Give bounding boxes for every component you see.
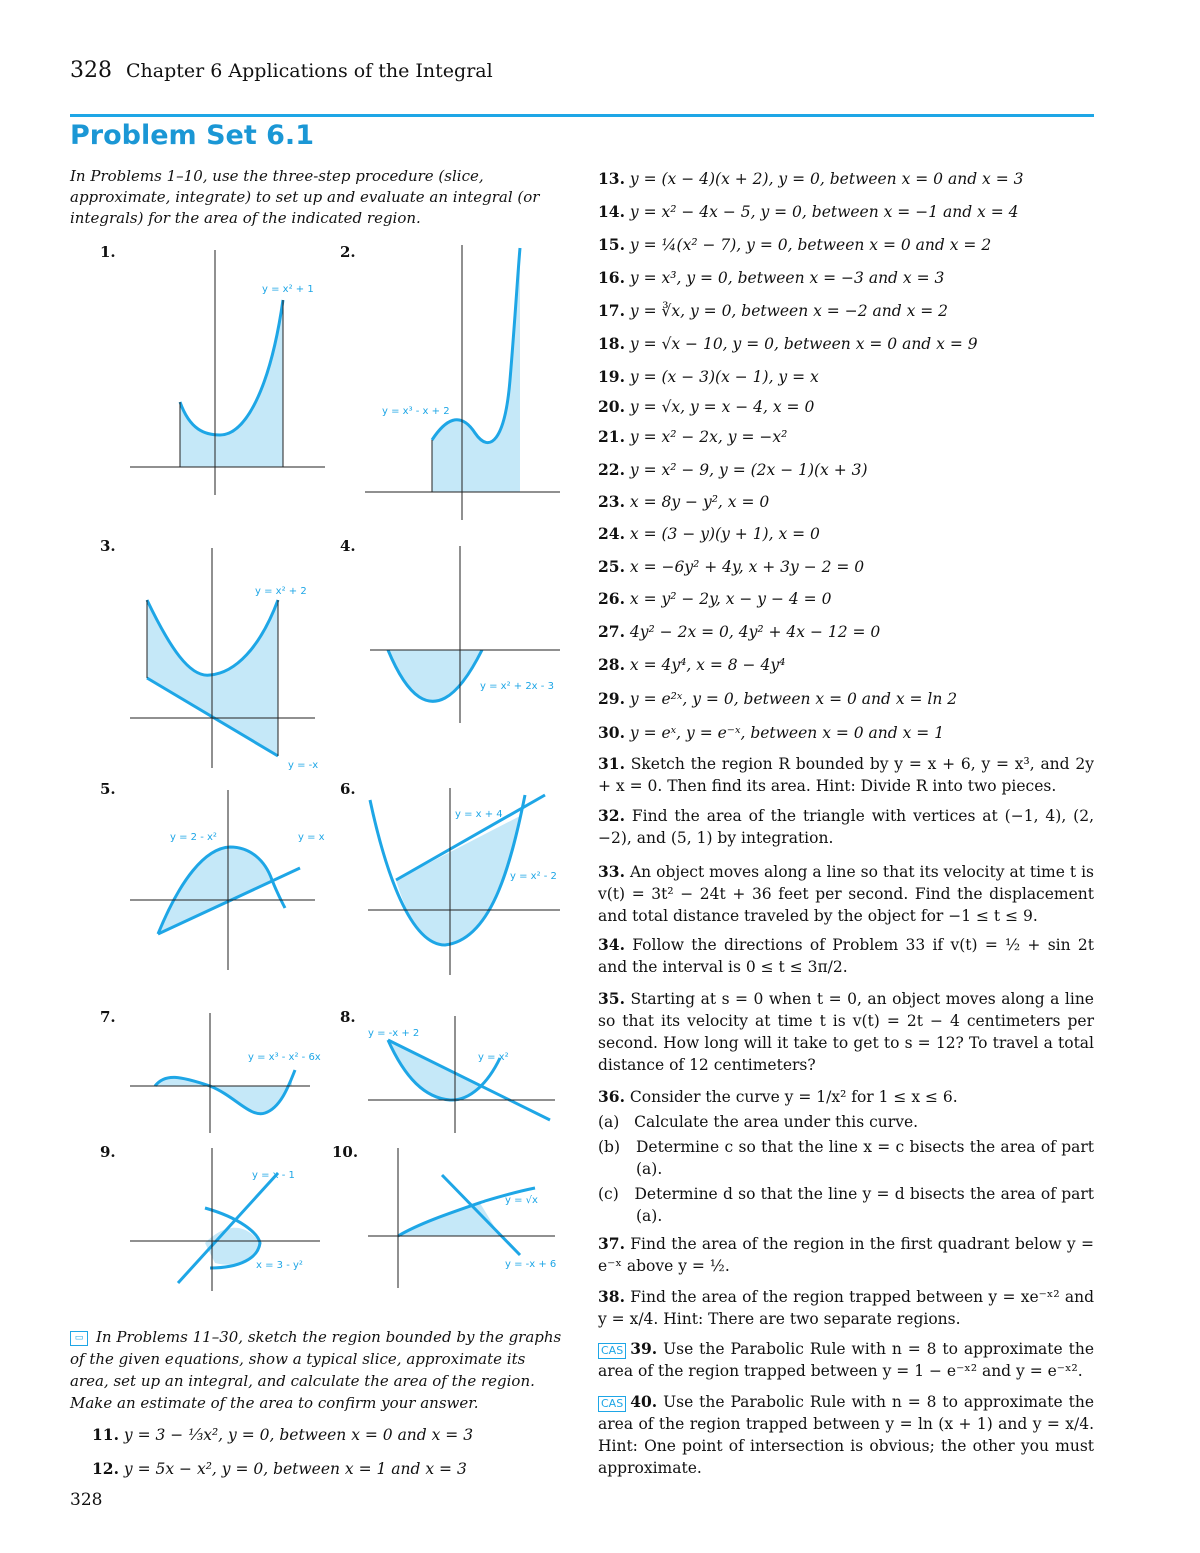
problem-17: [598, 300, 1094, 322]
sub-label: (b): [598, 1138, 621, 1156]
intro-text: In Problems 1–10, use the three-step procedure (slice, approximate, integrate) to set up and evaluate an integral (or integrals) for the area of the indicated region.: [70, 167, 540, 227]
figure-5: [120, 780, 330, 980]
problem-36c: [598, 1183, 1094, 1227]
problem-36a: [598, 1111, 1094, 1133]
problem-text: Consider the curve y = 1/x² for 1 ≤ x ≤ 6.: [629, 1088, 958, 1106]
problem-number: 35.: [598, 989, 625, 1008]
problem-text: Starting at s = 0 when t = 0, an object moves along a line so that its velocity at time t is v(t) = 2t − 4 centimeters per second. How long will it take to get to s = 12? To travel a total distance of 12 centimeters?: [598, 990, 1094, 1074]
figure-number: 2.: [340, 243, 356, 261]
problem-number: 13.: [598, 169, 625, 188]
figure-number: 9.: [100, 1143, 116, 1161]
problem-text: y = (x − 3)(x − 1), y = x: [629, 368, 819, 386]
figure-5-label-2: y = x: [298, 832, 325, 843]
problem-31: [598, 753, 1094, 797]
problem-21: [598, 426, 1094, 448]
section-title: Problem Set 6.1: [70, 120, 314, 151]
problem-13: [598, 168, 1094, 190]
header-chapter: Chapter 6 Applications of the Integral: [126, 60, 493, 82]
figure-7-label: y = x³ - x² - 6x: [248, 1052, 321, 1063]
figure-6-label-2: y = x² - 2: [510, 871, 557, 882]
problem-number: 36.: [598, 1087, 625, 1106]
problem-37: [598, 1233, 1094, 1277]
figure-number: 7.: [100, 1008, 116, 1026]
problem-15: [598, 234, 1094, 256]
problem-number: 12.: [92, 1459, 119, 1478]
problem-34: [598, 934, 1094, 978]
figure-9-label-1: y = x - 1: [252, 1170, 295, 1181]
computer-icon: ▭: [70, 1331, 88, 1346]
figure-number: 1.: [100, 243, 116, 261]
problem-number: 18.: [598, 334, 625, 353]
problem-text: Use the Parabolic Rule with n = 8 to approximate the area of the region trapped between y = ln (x + 1) and y = x/4. Hint: One point of intersection is obvious; the other you must approximate.: [598, 1393, 1094, 1477]
problem-35: [598, 988, 1094, 1076]
figure-9: [120, 1143, 330, 1293]
figure-10-label-2: y = -x + 6: [505, 1259, 557, 1270]
problem-30: [598, 722, 1094, 744]
figure-number: 10.: [332, 1143, 359, 1161]
footer-page-number: 328: [70, 1490, 103, 1510]
header-rule: [70, 114, 1094, 117]
problem-text: y = ¼(x² − 7), y = 0, between x = 0 and x = 2: [629, 236, 992, 254]
problem-16: [598, 267, 1094, 289]
problem-text: y = ∛x, y = 0, between x = −2 and x = 2: [629, 302, 949, 320]
problem-number: 11.: [92, 1425, 119, 1444]
problem-text: Use the Parabolic Rule with n = 8 to approximate the area of the region trapped between y = 1 − e⁻ˣ² and y = e⁻ˣ².: [598, 1340, 1094, 1380]
figure-1: [120, 240, 330, 500]
sub-label: (a): [598, 1113, 620, 1131]
problem-18: [598, 333, 1094, 355]
problem-25: [598, 556, 1094, 578]
problem-number: 14.: [598, 202, 625, 221]
problem-number: 28.: [598, 655, 625, 674]
problem-33: [598, 861, 1094, 927]
figure-3-label-1: y = x² + 2: [255, 586, 307, 597]
figure-10-label-1: y = √x: [505, 1195, 538, 1206]
problem-29: [598, 688, 1094, 710]
problem-text: x = 4y⁴, x = 8 − 4y⁴: [629, 656, 786, 674]
problem-number: 37.: [598, 1234, 625, 1253]
intro-2-text: In Problems 11–30, sketch the region bounded by the graphs of the given equations, show a typical slice, approximate its area, set up an integral, and calculate the area of the region. Make an estimate of the area to confirm your answer.: [70, 1328, 562, 1412]
problem-text: x = 8y − y², x = 0: [629, 493, 770, 511]
problem-text: y = x³, y = 0, between x = −3 and x = 3: [629, 269, 945, 287]
problem-text: Find the area of the region trapped between y = xe⁻ˣ² and y = x/4. Hint: There are two separate regions.: [598, 1288, 1094, 1328]
problem-number: 21.: [598, 427, 625, 446]
problem-text: y = x² − 2x, y = −x²: [629, 428, 788, 446]
problem-number: 30.: [598, 723, 625, 742]
problem-36: [598, 1086, 1094, 1108]
figure-4-label: y = x² + 2x - 3: [480, 681, 554, 692]
problem-number: 32.: [598, 806, 625, 825]
problem-32: [598, 805, 1094, 849]
problem-number: 31.: [598, 754, 625, 773]
problem-number: 20.: [598, 397, 625, 416]
problem-text: y = eˣ, y = e⁻ˣ, between x = 0 and x = 1: [629, 724, 945, 742]
figure-number: 6.: [340, 780, 356, 798]
figure-1-label: y = x² + 1: [262, 284, 314, 295]
problem-number: 38.: [598, 1287, 625, 1306]
figure-number: 5.: [100, 780, 116, 798]
problem-27: [598, 621, 1094, 643]
sub-label: (c): [598, 1185, 619, 1203]
problem-number: 33.: [598, 862, 625, 881]
figure-3: [120, 538, 330, 778]
problem-text: y = (x − 4)(x + 2), y = 0, between x = 0 and x = 3: [629, 170, 1024, 188]
problem-text: Find the area of the triangle with vertices at (−1, 4), (2, −2), and (5, 1) by integration.: [598, 807, 1094, 847]
figure-number: 4.: [340, 537, 356, 555]
problem-text: 4y² − 2x = 0, 4y² + 4x − 12 = 0: [629, 623, 881, 641]
problem-number: 15.: [598, 235, 625, 254]
sub-text: Determine d so that the line y = d bisects the area of part (a).: [634, 1185, 1094, 1225]
problem-text: y = x² − 9, y = (2x − 1)(x + 3): [629, 461, 868, 479]
problem-14: [598, 201, 1094, 223]
sub-text: Determine c so that the line x = c bisects the area of part (a).: [635, 1138, 1094, 1178]
figure-8-label-1: y = -x + 2: [368, 1028, 420, 1039]
running-header: [70, 58, 493, 83]
problem-38: [598, 1286, 1094, 1330]
problem-text: y = 5x − x², y = 0, between x = 1 and x = 3: [123, 1460, 467, 1478]
figure-8-label-2: y = x²: [478, 1052, 509, 1063]
problem-number: 27.: [598, 622, 625, 641]
problem-40: [598, 1391, 1094, 1479]
cas-icon: CAS: [598, 1396, 626, 1412]
intro-text-2: [70, 1326, 566, 1414]
problem-39: [598, 1338, 1094, 1382]
cas-icon: CAS: [598, 1343, 626, 1359]
figure-4: [360, 538, 570, 738]
problem-text: y = x² − 4x − 5, y = 0, between x = −1 and x = 4: [629, 203, 1019, 221]
problem-text: y = e²ˣ, y = 0, between x = 0 and x = ln 2: [629, 690, 958, 708]
figure-10: [360, 1143, 570, 1293]
sub-text: Calculate the area under this curve.: [634, 1113, 919, 1131]
problem-text: x = y² − 2y, x − y − 4 = 0: [629, 590, 832, 608]
figure-number: 3.: [100, 537, 116, 555]
figure-number: 8.: [340, 1008, 356, 1026]
problem-text: An object moves along a line so that its velocity at time t is v(t) = 3t² − 24t + 36 feet per second. Find the displacement and total distance traveled by the object for −1 ≤ t ≤ 9.: [598, 863, 1094, 925]
problem-text: y = √x, y = x − 4, x = 0: [629, 398, 815, 416]
problem-text: Follow the directions of Problem 33 if v(t) = ½ + sin 2t and the interval is 0 ≤ t ≤ 3π/2.: [598, 936, 1094, 976]
problem-text: Find the area of the region in the first quadrant below y = e⁻ˣ above y = ½.: [598, 1235, 1094, 1275]
problem-text: Sketch the region R bounded by y = x + 6, y = x³, and 2y + x = 0. Then find its area. Hint: Divide R into two pieces.: [598, 755, 1094, 795]
problem-text: y = √x − 10, y = 0, between x = 0 and x = 9: [629, 335, 978, 353]
problem-19: [598, 366, 1094, 388]
problem-number: 26.: [598, 589, 625, 608]
header-page-number: 328: [70, 58, 112, 83]
problem-number: 19.: [598, 367, 625, 386]
figure-8: [360, 1008, 570, 1138]
problem-24: [598, 523, 1094, 545]
figure-5-label-1: y = 2 - x²: [170, 832, 217, 843]
problem-number: 29.: [598, 689, 625, 708]
problem-number: 24.: [598, 524, 625, 543]
problem-number: 34.: [598, 935, 625, 954]
problem-22: [598, 459, 1094, 481]
problem-26: [598, 588, 1094, 610]
figure-2-label: y = x³ - x + 2: [382, 406, 450, 417]
problem-12: [92, 1459, 572, 1478]
figure-9-label-2: x = 3 - y²: [256, 1260, 303, 1271]
problem-number: 40.: [630, 1392, 658, 1411]
problem-number: 25.: [598, 557, 625, 576]
problem-text: x = −6y² + 4y, x + 3y − 2 = 0: [629, 558, 865, 576]
problem-number: 17.: [598, 301, 625, 320]
figure-6: [360, 780, 570, 980]
problem-number: 16.: [598, 268, 625, 287]
figure-7: [120, 1008, 330, 1138]
problem-number: 22.: [598, 460, 625, 479]
figure-3-label-2: y = -x: [288, 760, 319, 771]
problem-28: [598, 654, 1094, 676]
problem-number: 39.: [630, 1339, 658, 1358]
problem-text: y = 3 − ⅓x², y = 0, between x = 0 and x = 3: [123, 1426, 474, 1444]
problem-36b: [598, 1136, 1094, 1180]
problem-11: [92, 1425, 572, 1444]
problem-23: [598, 491, 1094, 513]
problem-number: 23.: [598, 492, 625, 511]
problem-20: [598, 396, 1094, 418]
figure-6-label-1: y = x + 4: [455, 809, 503, 820]
figure-2: [360, 240, 570, 520]
problem-text: x = (3 − y)(y + 1), x = 0: [629, 525, 820, 543]
